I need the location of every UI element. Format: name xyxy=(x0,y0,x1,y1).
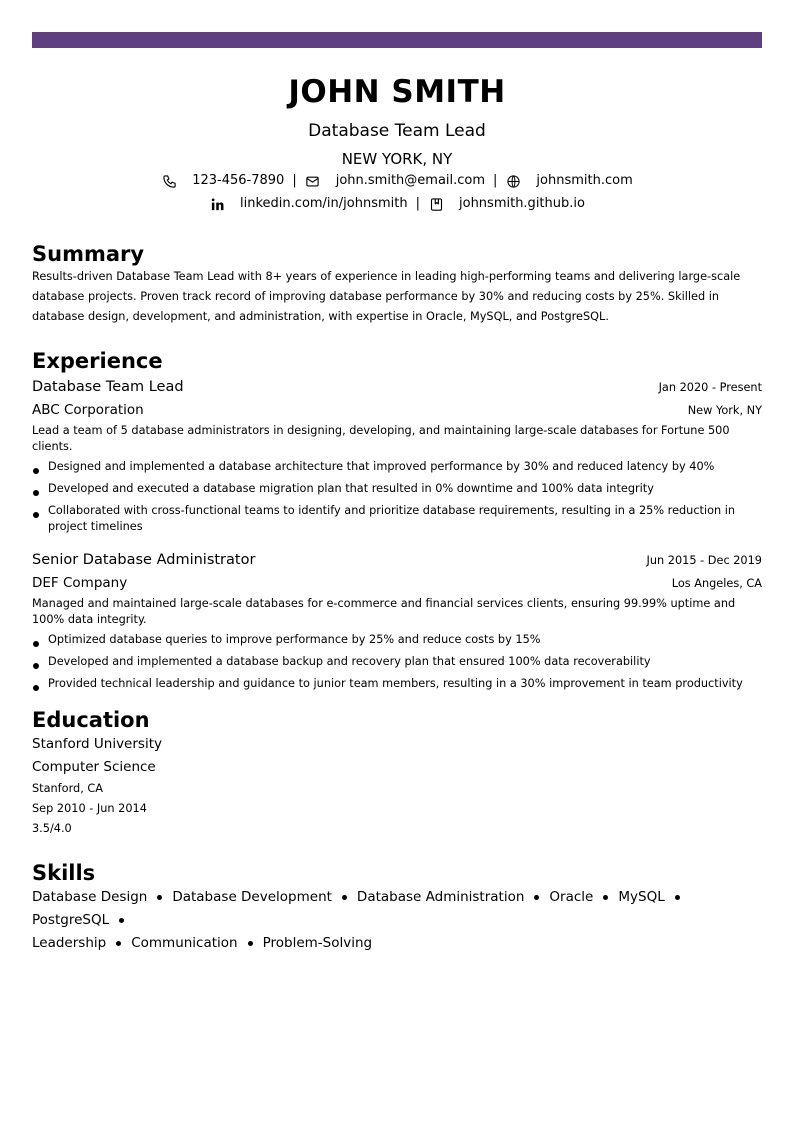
education-section xyxy=(32,707,762,839)
website-link[interactable]: johnsmith.com xyxy=(536,173,633,188)
job-location: New York, NY xyxy=(687,404,762,417)
email-icon xyxy=(305,173,321,189)
bullet-dot-icon xyxy=(534,895,539,900)
job-location: Los Angeles, CA xyxy=(671,577,762,590)
education-school: Stanford University xyxy=(32,736,162,752)
skill-item: MySQL xyxy=(618,889,665,905)
job-company: DEF Company xyxy=(32,575,128,591)
skill-item: PostgreSQL xyxy=(32,912,110,928)
summary-text: Results-driven Database Team Lead with 8+ years of experience in leading high-performing teams and delivering large-scale database projects. Proven track record of improving database performance by 30% and reducing costs by 25%. Skilled in database design, development, and administration, with expertise in Oracle, MySQL, and PostgreSQL. xyxy=(32,270,741,323)
section-title: Summary xyxy=(32,242,145,266)
github-link[interactable]: johnsmith.github.io xyxy=(459,196,585,211)
candidate-role: Database Team Lead xyxy=(308,121,486,141)
section-title: Education xyxy=(32,708,150,732)
separator: | xyxy=(292,173,297,188)
summary-section xyxy=(32,241,762,327)
bullet-dot-icon xyxy=(119,918,124,923)
skill-item: Leadership xyxy=(32,935,107,951)
job-description: Lead a team of 5 database administrators in designing, developing, and maintaining large-scale databases for Fortune 500 clients. xyxy=(32,424,730,453)
education-dates: Sep 2010 - Jun 2014 xyxy=(32,802,147,815)
section-title: Skills xyxy=(32,861,96,885)
skills-section xyxy=(32,860,762,955)
bullet-dot-icon xyxy=(603,895,608,900)
skill-item: Database Administration xyxy=(356,889,525,905)
bullet-dot-icon xyxy=(157,895,162,900)
skill-item: Communication xyxy=(131,935,238,951)
job-company: ABC Corporation xyxy=(32,402,144,418)
globe-icon xyxy=(505,173,521,189)
github-bookmark-icon xyxy=(428,196,444,212)
separator: | xyxy=(415,196,420,211)
list-item: Developed and implemented a database backup and recovery plan that ensured 100% data recoverability xyxy=(32,654,762,670)
list-item: Provided technical leadership and guidance to junior team members, resulting in a 30% improvement in team productivity xyxy=(32,676,762,692)
list-item: Optimized database queries to improve performance by 25% and reduce costs by 15% xyxy=(32,632,762,648)
email-link[interactable]: john.smith@email.com xyxy=(335,173,486,188)
linkedin-icon xyxy=(209,196,225,212)
linkedin-link[interactable]: linkedin.com/in/johnsmith xyxy=(240,196,408,211)
skill-item: Database Development xyxy=(172,889,332,905)
bullet-dot-icon xyxy=(675,895,680,900)
contact-row-secondary xyxy=(32,195,762,213)
contact-row-primary xyxy=(32,172,762,190)
section-title: Experience xyxy=(32,349,163,373)
education-field: Computer Science xyxy=(32,759,156,775)
candidate-name: JOHN SMITH xyxy=(288,74,506,110)
bullet-dot-icon xyxy=(116,941,121,946)
resume-header xyxy=(32,72,762,213)
skill-item: Problem-Solving xyxy=(262,935,373,951)
job-dates: Jun 2015 - Dec 2019 xyxy=(646,554,762,567)
job-description: Managed and maintained large-scale databases for e-commerce and financial services clients, ensuring 99.99% uptime and 100% data integrity. xyxy=(32,597,736,626)
bullet-dot-icon xyxy=(248,941,253,946)
skills-list xyxy=(32,886,762,955)
education-location: Stanford, CA xyxy=(32,782,103,795)
candidate-location: NEW YORK, NY xyxy=(341,150,453,168)
job-entry xyxy=(32,550,762,692)
accent-bar xyxy=(32,32,762,48)
job-entry xyxy=(32,377,762,535)
phone-icon xyxy=(161,173,177,189)
job-bullets xyxy=(32,459,762,535)
job-dates: Jan 2020 - Present xyxy=(658,381,762,394)
experience-section xyxy=(32,348,762,698)
bullet-dot-icon xyxy=(342,895,347,900)
list-item: Developed and executed a database migration plan that resulted in 0% downtime and 100% data integrity xyxy=(32,481,762,497)
education-gpa: 3.5/4.0 xyxy=(32,822,72,835)
job-title: Database Team Lead xyxy=(32,379,184,395)
skill-item: Database Design xyxy=(32,889,148,905)
phone-link[interactable]: 123-456-7890 xyxy=(192,173,285,188)
list-item: Designed and implemented a database architecture that improved performance by 30% and reduced latency by 40% xyxy=(32,459,762,475)
list-item: Collaborated with cross-functional teams to identify and prioritize database requirements, resulting in a 25% reduction in project timelines xyxy=(32,503,762,535)
job-bullets xyxy=(32,632,762,692)
job-title: Senior Database Administrator xyxy=(32,552,256,568)
skill-item: Oracle xyxy=(549,889,594,905)
separator: | xyxy=(493,173,498,188)
